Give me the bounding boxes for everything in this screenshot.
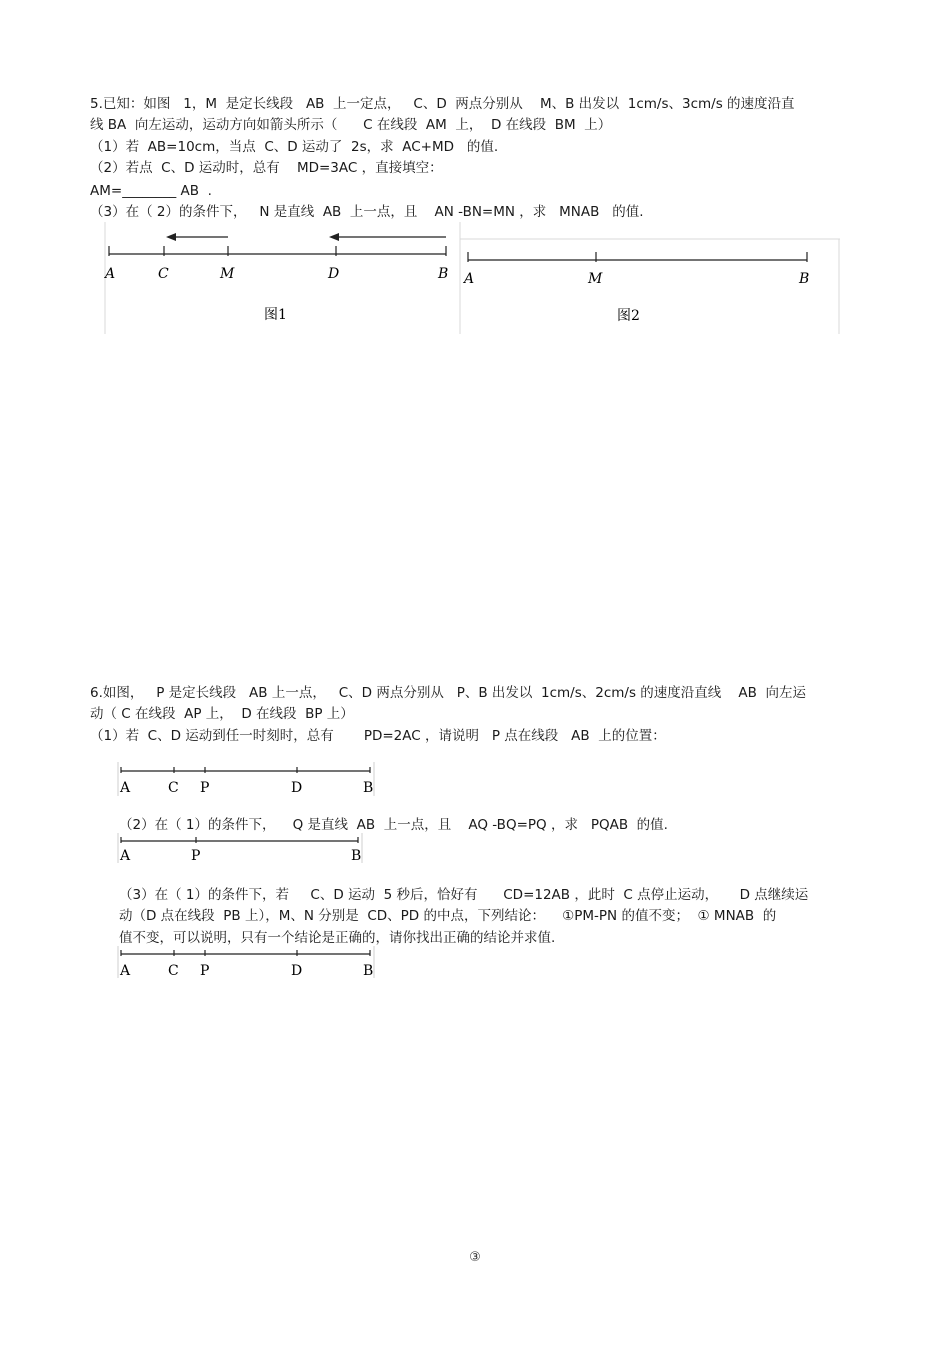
fig2-caption: 图2 — [617, 308, 640, 324]
fig6b-label-a: A — [120, 848, 131, 864]
problem6-line-2: 动（ C 在线段 AP 上， D 在线段 BP 上） — [90, 706, 354, 722]
problem6-part1: （1）若 C、D 运动到任一时刻时，总有 PD=2AC ，请说明 P 点在线段 AB 上的位置： — [90, 728, 666, 744]
figure-6c — [116, 946, 378, 984]
fig6a-label-a: A — [120, 780, 131, 796]
figure-6b — [116, 833, 366, 869]
fig1-label-c: C — [158, 266, 169, 282]
problem6-part3-line-1: （3）在（ 1）的条件下，若 C、D 运动 5 秒后，恰好有 CD=12AB ，此时 C 点停止运动， D 点继续运 — [119, 887, 809, 903]
problem6-part3-line-3: 值不变，可以说明，只有一个结论是正确的，请你找出正确的结论并求值. — [119, 930, 556, 946]
page-number: ③ — [469, 1250, 481, 1265]
problem5-part1: （1）若 AB=10cm，当点 C、D 运动了 2s，求 AC+MD 的值. — [90, 139, 499, 155]
fig6a-label-c: C — [168, 780, 179, 796]
problem5-part3: （3）在（ 2）的条件下， N 是直线 AB 上一点，且 AN -BN=MN ，求 MNAB 的值. — [90, 204, 644, 220]
fig6c-label-b: B — [363, 963, 374, 979]
fig1-label-a: A — [105, 266, 116, 282]
problem6-part3-line-2: 动（D 点在线段 PB 上），M、N 分别是 CD、PD 的中点，下列结论： ①PM-PN 的值不变； ① MNAB 的 — [119, 908, 777, 924]
fig1-label-d: D — [328, 266, 340, 282]
fig6c-label-d: D — [291, 963, 303, 979]
fig6c-label-a: A — [120, 963, 131, 979]
fig6b-label-b: B — [351, 848, 362, 864]
fig1-label-m: M — [220, 266, 235, 282]
figure-1 — [104, 222, 459, 338]
fig6c-label-c: C — [168, 963, 179, 979]
problem5-fill-blank: AM=________ AB . — [90, 183, 212, 199]
problem5-line-1: 5.已知：如图 1，M 是定长线段 AB 上一定点， C、D 两点分别从 M、B 出发以 1cm/s、3cm/s 的速度沿直 — [90, 96, 795, 112]
fig1-label-b: B — [438, 266, 449, 282]
fig6a-label-p: P — [200, 780, 210, 796]
figure-2 — [459, 222, 842, 338]
fig2-label-m: M — [588, 271, 603, 287]
fig6b-label-p: P — [191, 848, 201, 864]
fig2-label-b: B — [799, 271, 810, 287]
fig6a-label-d: D — [291, 780, 303, 796]
problem6-line-1: 6.如图， P 是定长线段 AB 上一点， C、D 两点分别从 P、B 出发以 1cm/s、2cm/s 的速度沿直线 AB 向左运 — [90, 685, 807, 701]
fig6c-label-p: P — [200, 963, 210, 979]
problem5-part2: （2）若点 C、D 运动时，总有 MD=3AC ，直接填空： — [90, 160, 443, 176]
problem5-line-2: 线 BA 向左运动，运动方向如箭头所示（ C 在线段 AM 上， D 在线段 BM 上） — [90, 117, 612, 133]
fig2-label-a: A — [464, 271, 475, 287]
problem6-part2: （2）在（ 1）的条件下， Q 是直线 AB 上一点，且 AQ -BQ=PQ ，求 PQAB 的值. — [119, 817, 668, 833]
fig6a-label-b: B — [363, 780, 374, 796]
figure-6a — [116, 762, 378, 802]
fig1-caption: 图1 — [264, 307, 287, 323]
